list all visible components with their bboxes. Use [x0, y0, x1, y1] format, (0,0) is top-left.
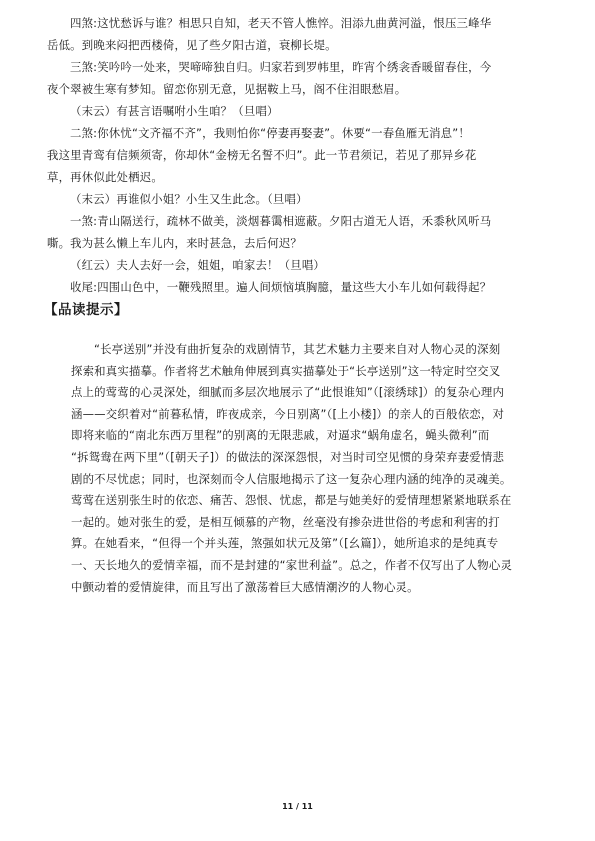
direction-line: （末云）有甚言语嘱咐小生咱？（旦唱） — [70, 104, 279, 118]
commentary-paragraph — [71, 339, 561, 598]
verse-line: 草，再休似此处栖迟。 — [47, 169, 163, 184]
stage-direction-hongyun — [47, 255, 558, 277]
stage-direction-moyun-1 — [47, 101, 558, 123]
stage-direction-moyun-2 — [47, 189, 558, 211]
direction-line: （红云）夫人去好一会，姐姐，咱家去！（旦唱） — [70, 258, 325, 272]
commentary-line: 涵——交织着对“前暮私情，昨夜成亲，今日别离”（[上小楼]）的亲人的百般依恋，对 — [71, 406, 505, 421]
verse-line: 嘶。我为甚么懒上车儿内，来时甚急，去后何迟？ — [47, 235, 302, 250]
verse-sansha — [47, 57, 558, 101]
verse-shouwei — [47, 277, 558, 299]
commentary-line: 一、天长地久的爱情幸福，而不是封建的“家世利益”。总之，作者不仅写出了人物心灵 — [71, 557, 513, 572]
verse-line: 四煞:这忧愁诉与谁？相思只自知，老天不管人憔悴。泪添九曲黄河溢，恨压三峰华 — [70, 16, 492, 30]
section-heading: 【品读提示】 — [44, 302, 128, 318]
commentary-line: 探索和真实描摹。作者将艺术触角伸展到真实描摹处于“长亭送别”这一特定时空交叉 — [71, 363, 501, 378]
verse-sisha — [47, 13, 558, 57]
commentary-line: “拆鸳鸯在两下里”（[朝天子]）的做法的深深怨恨，对当时司空见惯的身荣弃妻爱情悲 — [71, 449, 505, 464]
commentary-line: 莺莺在送别张生时的依恋、痛苦、怨恨、忧虑，都是与她美好的爱情理想紧紧地联系在 — [71, 493, 512, 508]
verse-line: 夜个翠被生寒有梦知。留恋你别无意，见据鞍上马，阁不住泪眼愁眉。 — [47, 81, 407, 96]
commentary-line: 一起的。她对张生的爱，是相互倾慕的产物，丝毫没有掺杂进世俗的考虑和利害的打 — [71, 514, 500, 529]
commentary-line: 算。在她看来，“但得一个并头莲，煞强如状元及第”（[幺篇]），她所追求的是纯真专 — [71, 536, 499, 551]
verse-ersha — [47, 123, 558, 188]
commentary-line: “长亭送别”并没有曲折复杂的戏剧情节，其艺术魅力主要来自对人物心灵的深刻 — [94, 342, 501, 356]
verse-line: 岳低。到晚来闷把西楼倚，见了些夕阳古道，衰柳长堤。 — [47, 37, 337, 52]
direction-line: （末云）再谁似小姐？小生又生此念。（旦唱） — [70, 192, 308, 206]
commentary-line: 点上的莺莺的心灵深处，细腻而多层次地展示了“此恨谁知”（[滚绣球]）的复杂心理内 — [71, 385, 505, 400]
verse-line: 二煞:你休忧“文齐福不齐”，我则怕你“停妻再娶妻”。休要“一春鱼雁无消息”！ — [70, 126, 470, 140]
verse-yisha — [47, 211, 558, 255]
verse-line: 收尾:四围山色中，一鞭残照里。遍人间烦恼填胸臆，量这些大小车儿如何载得起？ — [70, 280, 492, 294]
commentary-line: 剧的不尽忧虑；同时，也深刻而令人信服地揭示了这一复杂心理内涵的纯净的灵魂美。 — [71, 471, 512, 486]
page-number: 11 / 11 — [282, 802, 313, 811]
verse-line: 我这里青鸾有信频须寄，你却休“金榜无名誓不归”。此一节君须记，若见了那异乡花 — [47, 147, 477, 162]
verse-line: 一煞:青山隔送行，疏林不做美，淡烟暮霭相遮蔽。夕阳古道无人语，禾黍秋风听马 — [70, 214, 492, 228]
commentary-line: 中颤动着的爱情旋律，而且写出了激荡着巨大感情潮汐的人物心灵。 — [71, 579, 419, 594]
commentary-line: 即将来临的“南北东西万里程”的别离的无限悲戚，对逼求“蜗角虚名，蝇头微利”而 — [71, 428, 490, 443]
verse-line: 三煞:笑吟吟一处来，哭啼啼独自归。归家若到罗帏里，昨宵个绣衾香暖留春住，今 — [70, 60, 492, 74]
